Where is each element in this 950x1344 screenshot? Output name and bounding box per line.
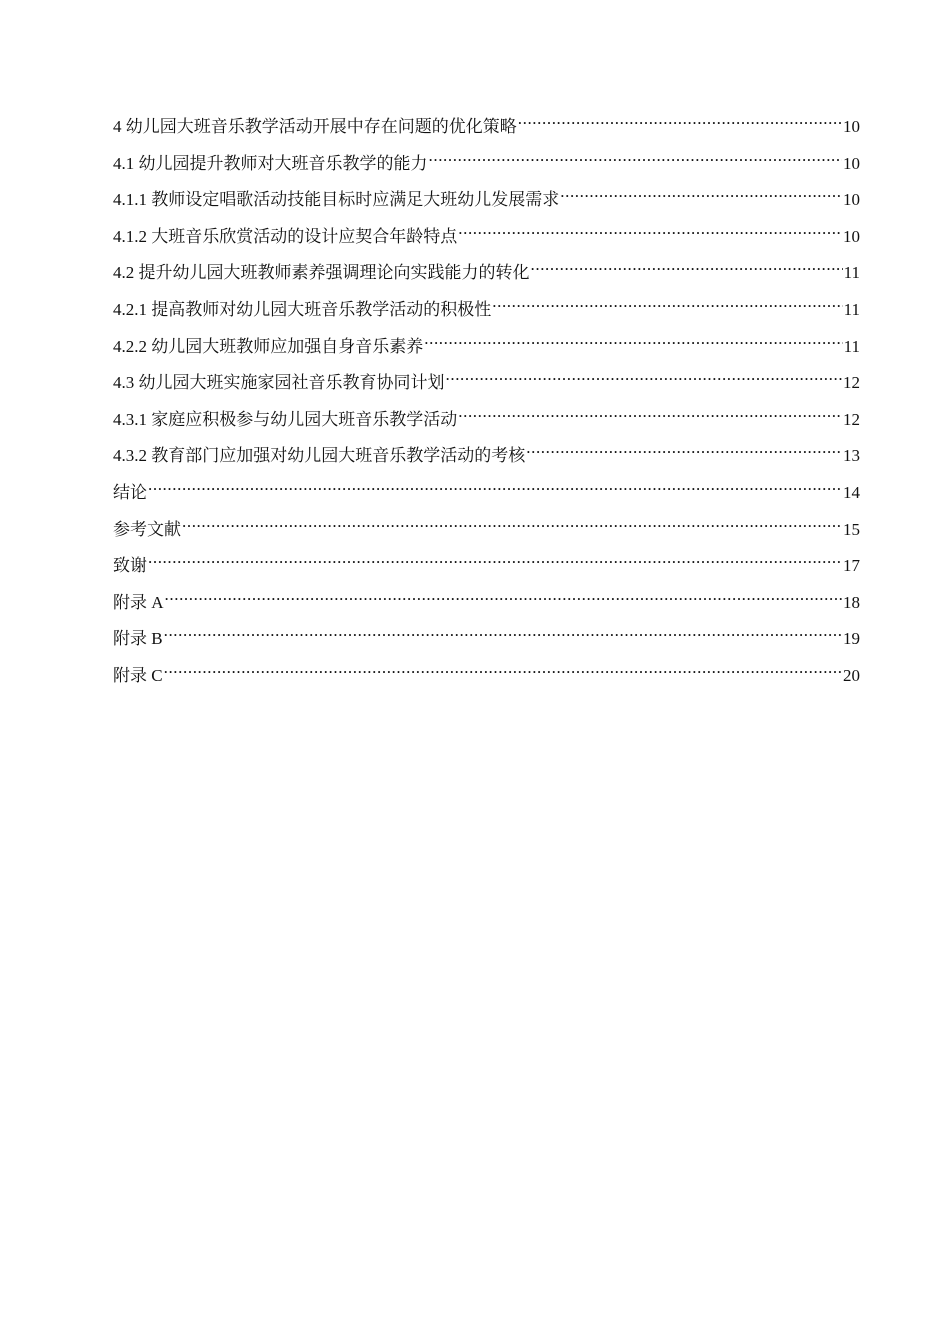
toc-entry[interactable] [113, 553, 860, 590]
toc-entry-title: 附录 A [113, 592, 164, 612]
toc-entry-page: 11 [843, 299, 860, 319]
toc-entry-title: 4.2 提升幼儿园大班教师素养强调理论向实践能力的转化 [113, 263, 530, 283]
dot-leader [492, 298, 842, 315]
dot-leader [165, 591, 842, 608]
dot-leader [164, 664, 842, 681]
toc-entry-page: 11 [843, 336, 860, 356]
toc-entry-title: 附录 B [113, 629, 163, 649]
toc-entry[interactable] [113, 224, 860, 261]
toc-entry[interactable] [113, 187, 860, 224]
dot-leader [182, 518, 842, 535]
toc-entry-title: 4.1 幼儿园提升教师对大班音乐教学的能力 [113, 153, 428, 173]
toc-entry-title: 4.3 幼儿园大班实施家园社音乐教育协同计划 [113, 373, 445, 393]
dot-leader [458, 408, 842, 425]
toc-entry-page: 19 [843, 629, 860, 649]
toc-entry-title: 致谢 [113, 556, 147, 576]
dot-leader [429, 152, 843, 169]
toc-entry-page: 13 [843, 446, 860, 466]
table-of-contents [113, 114, 860, 700]
toc-entry[interactable] [113, 443, 860, 480]
dot-leader [526, 444, 842, 461]
dot-leader [164, 627, 842, 644]
toc-entry-page: 11 [843, 263, 860, 283]
toc-entry-title: 结论 [113, 482, 147, 502]
toc-entry[interactable] [113, 480, 860, 517]
toc-entry-title: 参考文献 [113, 519, 181, 539]
dot-leader [458, 225, 842, 242]
toc-entry-title: 附录 C [113, 665, 163, 685]
toc-entry-title: 4.3.1 家庭应积极参与幼儿园大班音乐教学活动 [113, 409, 458, 429]
toc-entry[interactable] [113, 407, 860, 444]
dot-leader [424, 335, 842, 352]
toc-entry-page: 12 [843, 373, 860, 393]
toc-entry-title: 4.2.1 提高教师对幼儿园大班音乐教学活动的积极性 [113, 299, 492, 319]
toc-entry-title: 4.1.1 教师设定唱歌活动技能目标时应满足大班幼儿发展需求 [113, 190, 560, 210]
dot-leader [560, 188, 842, 205]
toc-entry-page: 18 [843, 592, 860, 612]
toc-entry-title: 4.2.2 幼儿园大班教师应加强自身音乐素养 [113, 336, 424, 356]
toc-entry[interactable] [113, 151, 860, 188]
toc-entry-page: 10 [843, 117, 860, 136]
dot-leader [148, 554, 842, 571]
toc-entry[interactable] [113, 370, 860, 407]
toc-entry-page: 17 [843, 556, 860, 576]
toc-entry-title: 4.1.2 大班音乐欣赏活动的设计应契合年龄特点 [113, 226, 458, 246]
toc-entry-page: 10 [843, 226, 860, 246]
toc-entry[interactable] [113, 297, 860, 334]
dot-leader [531, 261, 843, 278]
dot-leader [446, 371, 843, 388]
toc-entry-page: 10 [843, 153, 860, 173]
toc-entry-page: 12 [843, 409, 860, 429]
toc-entry-page: 15 [843, 519, 860, 539]
dot-leader [148, 481, 842, 498]
toc-entry[interactable] [113, 590, 860, 627]
toc-entry-page: 10 [843, 190, 860, 210]
toc-entry-title: 4 幼儿园大班音乐教学活动开展中存在问题的优化策略 [113, 117, 517, 136]
toc-entry[interactable] [113, 626, 860, 663]
toc-entry-title: 4.3.2 教育部门应加强对幼儿园大班音乐教学活动的考核 [113, 446, 526, 466]
toc-entry[interactable] [113, 334, 860, 371]
toc-entry[interactable] [113, 663, 860, 700]
toc-entry-page: 14 [843, 482, 860, 502]
toc-entry[interactable] [113, 114, 860, 151]
dot-leader [518, 115, 842, 132]
toc-entry[interactable] [113, 517, 860, 554]
toc-entry[interactable] [113, 260, 860, 297]
toc-entry-page: 20 [843, 665, 860, 685]
